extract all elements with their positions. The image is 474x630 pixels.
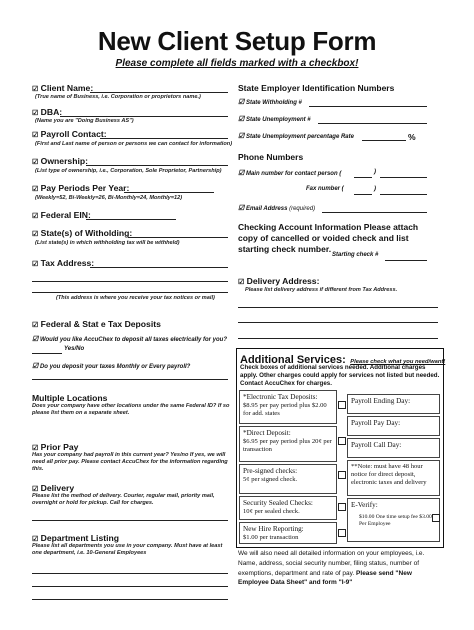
fax-close-paren: ) [374,186,376,192]
payroll-ending-day-label: Payroll Ending Day: [351,397,411,405]
e-verify-body: $10.00 One time setup fee $3.00 Per Employee [359,514,432,527]
checkbox-icon[interactable]: ☑ [32,363,39,370]
multiple-locations-label: Multiple Locations [32,393,108,403]
delivery-address-field [238,276,319,286]
tax-address-line-1[interactable] [90,267,228,268]
security-sealed-checks-title: Security Sealed Checks: [243,499,313,507]
notice-note-text: **Note: must have 48 hour notice for direct deposit, electronic taxes and delivery [351,463,427,487]
new-hire-reporting-title: New Hire Reporting: [243,525,304,533]
checkbox-icon[interactable]: ☑ [238,205,245,212]
checking-account-heading: Checking Account Information Please attach copy of cancelled or voided check and list starting check number. [238,222,419,255]
email-field [238,204,315,212]
states-field [32,228,132,238]
notice-note-cell [347,460,440,496]
checkbox-icon[interactable]: ☑ [32,159,39,166]
fed-state-deposits-label: Federal & Stat e Tax Deposits [40,319,161,329]
accuchex-deposit-text: Would you like AccuChex to deposit all taxes electrically for you? [39,337,228,343]
email-required-note: (required) [289,206,316,212]
fed-state-deposits-heading [32,319,161,329]
multiple-locations-note: Does your company have other locations under the same Federal ID? If so please list them on a separate sheet. [32,403,230,416]
security-sealed-checks-body: 10¢ per sealed check. [243,508,300,515]
email-input[interactable] [322,212,427,213]
checkbox-icon[interactable]: ☑ [32,186,39,193]
prior-pay-label: Prior Pay [40,442,79,452]
email-label: Email Address [245,206,288,212]
main-contact-field [238,169,341,177]
delivery-input[interactable] [32,520,228,521]
payroll-pay-day-label: Payroll Pay Day: [351,419,401,427]
client-name-input[interactable] [90,92,228,93]
states-note: (List state(s) in which withholding tax will be withheld) [35,240,180,246]
state-unemployment-rate-label: State Unemployment percentage Rate [245,134,354,140]
department-line-3[interactable] [32,599,228,600]
dba-note: (Name you are "Doing Business AS") [35,118,134,124]
pre-signed-checkbox[interactable] [338,471,346,479]
states-label: State(s) of Witholding: [40,228,133,238]
checkbox-icon[interactable]: ☑ [238,170,245,177]
ownership-note: (List type of ownership, i.e., Corporation, Sole Proprietor, Partnership) [35,168,222,174]
electronic-tax-deposits-cell [239,390,337,424]
payroll-call-day-label: Payroll Call Day: [351,441,402,449]
state-unemployment-label: State Unemployment # [245,117,311,123]
pre-signed-checks-body: 5¢ per signed check. [243,476,298,483]
checkbox-icon[interactable]: ☑ [32,132,39,139]
direct-deposit-body: $6.95 per pay period plus 20¢ per transaction [243,438,332,454]
deposit-frequency-input[interactable] [32,379,228,380]
client-name-note: (True name of Business, i.e. Corporation or proprietors name.) [35,94,201,100]
checkbox-icon[interactable]: ☑ [238,279,245,286]
phone-numbers-heading: Phone Numbers [238,152,304,162]
checkbox-icon[interactable]: ☑ [32,86,39,93]
delivery-address-line-1[interactable] [238,307,438,308]
accuchex-deposit-question [32,335,227,343]
electronic-tax-deposits-title: *Electronic Tax Deposits: [243,393,318,401]
payroll-pay-day-cell[interactable] [347,416,440,436]
security-sealed-checks-cell [239,496,337,520]
page-subtitle: Please complete all fields marked with a checkbox! [115,58,359,69]
dba-input[interactable] [60,116,228,117]
state-withholding-label: State Withholding # [245,100,302,106]
tax-address-line-3[interactable] [32,292,228,293]
pre-signed-checks-title: Pre-signed checks: [243,467,298,475]
client-name-field [32,83,93,93]
percent-suffix: % [408,132,416,142]
payroll-call-day-cell[interactable] [347,438,440,458]
payroll-contact-note: (First and Last name of person or persons we can contact for information) [35,141,233,147]
employee-data-sheet-note: Please send "New Employee Data Sheet" and form "I-9" [238,569,412,587]
dba-label: DBA: [40,107,63,117]
department-line-2[interactable] [32,586,228,587]
delivery-address-note: Please list delivery address if different from Tax Address. [245,287,398,293]
deposit-frequency-text: Do you deposit your taxes Monthly or Every payroll? [39,364,191,370]
additional-services-desc: Check boxes of additional services needed. Additional charges apply. Other charges could apply for services not listed but needed. Contact AccuChex for charges. [240,364,440,388]
department-listing-note: Please list all departments you use in your company. Must have at least one department, i.e. 10-General Employees [32,543,223,556]
new-hire-checkbox[interactable] [338,529,346,537]
state-unemployment-rate-input[interactable] [362,140,406,141]
main-contact-number-input[interactable] [380,177,427,178]
additional-services-box [236,348,444,548]
new-hire-reporting-cell [239,522,337,544]
direct-deposit-cell [239,426,337,462]
checkbox-icon[interactable]: ☑ [32,110,39,117]
fax-label: Fax number ( [306,186,344,192]
e-verify-checkbox[interactable] [432,514,440,522]
checkbox-icon[interactable]: ☑ [32,445,39,452]
pre-signed-checks-cell [239,464,337,494]
checkbox-icon[interactable]: ☑ [238,116,245,123]
pay-periods-label: Pay Periods Per Year: [40,183,130,193]
checkbox-icon[interactable]: ☑ [32,336,39,343]
dba-field [32,107,62,117]
direct-deposit-checkbox[interactable] [338,437,346,445]
delivery-note: Please list the method of delivery. Courier, regular mail, priority mail, overnight or hold for pickup. Call for charges. [32,493,215,506]
federal-ein-input[interactable] [86,219,176,220]
state-withholding-field [238,98,302,106]
delivery-address-line-3[interactable] [238,338,438,339]
ownership-label: Ownership: [40,156,88,166]
checkbox-icon[interactable]: ☑ [238,133,245,140]
department-listing-field [32,533,119,543]
checkbox-icon[interactable]: ☑ [32,261,39,268]
checkbox-icon[interactable]: ☑ [32,231,39,238]
additional-services-title: Additional Services: [240,354,346,366]
tax-address-field [32,258,94,268]
tax-address-label: Tax Address: [40,258,95,268]
main-contact-close-paren: ) [374,169,376,175]
main-contact-label: Main number for contact person ( [245,171,342,177]
employee-info-note [238,549,442,588]
tax-address-line-2[interactable] [32,281,228,282]
yes-no-label: Yes/No [64,346,85,352]
prior-pay-note: Has your company had payroll in this current year? Yes/no If yes, we will need all prior pay. Please contact AccuChex for the information regarding this. [32,452,228,472]
direct-deposit-title: *Direct Deposit: [243,429,291,437]
employee-info-text: We will also need all detailed information on your employees, i.e. Name, address, social security number, filing status, number of exemptions, department and rate of pay. [238,550,425,577]
checkbox-icon[interactable]: ☑ [32,536,39,543]
payroll-ending-day-cell[interactable] [347,394,440,414]
checkbox-icon[interactable]: ☑ [32,322,39,329]
state-unemployment-rate-field [238,132,354,140]
department-listing-label: Department Listing [40,533,119,543]
state-unemployment-input[interactable] [318,123,427,124]
states-input[interactable] [128,237,228,238]
starting-check-input[interactable] [385,260,427,261]
pay-periods-field [32,183,129,193]
state-withholding-input[interactable] [309,106,427,107]
main-contact-area-code-input[interactable] [354,177,372,178]
tax-address-note: (This address is where you receive your tax notices or mail) [56,295,215,301]
delivery-field [32,483,74,493]
client-name-label: Client Name: [40,83,94,93]
delivery-label: Delivery [40,483,75,493]
fax-area-code-input[interactable] [354,194,372,195]
ownership-input[interactable] [86,165,228,166]
federal-ein-label: Federal EIN: [40,210,91,220]
delivery-address-label: Delivery Address: [246,276,320,286]
starting-check-label: Starting check # [332,252,379,258]
department-line-1[interactable] [32,573,228,574]
accuchex-deposit-input[interactable] [32,353,62,354]
ownership-field [32,156,88,166]
payroll-contact-field [32,129,107,139]
delivery-address-line-2[interactable] [238,322,438,323]
checkbox-icon[interactable]: ☑ [32,213,39,220]
state-employer-heading: State Employer Identification Numbers [238,83,395,93]
payroll-contact-input[interactable] [100,138,228,139]
deposit-frequency-question [32,362,190,370]
checkbox-icon[interactable]: ☑ [238,99,245,106]
new-hire-reporting-body: $1.00 per transaction [243,534,299,541]
payroll-contact-label: Payroll Contact: [40,129,107,139]
fax-number-input[interactable] [380,194,427,195]
prior-pay-field [32,442,78,452]
page-title: New Client Setup Form [97,26,377,56]
pay-periods-input[interactable] [124,192,214,193]
e-verify-title: E-Verify: [351,501,378,509]
federal-ein-field [32,210,91,220]
security-sealed-checkbox[interactable] [338,503,346,511]
electronic-tax-deposits-body: $8.95 per pay period plus $2.00 for add. states [243,402,327,418]
additional-services-subtitle: Please check what you need/want! [350,359,446,365]
pay-periods-note: (Weekly=52, Bi-Weekly=26, Bi-Monthly=24, Monthly=12) [35,195,183,201]
e-verify-cell [347,498,440,542]
state-unemployment-field [238,115,311,123]
checkbox-icon[interactable]: ☑ [32,486,39,493]
electronic-tax-checkbox[interactable] [338,401,346,409]
